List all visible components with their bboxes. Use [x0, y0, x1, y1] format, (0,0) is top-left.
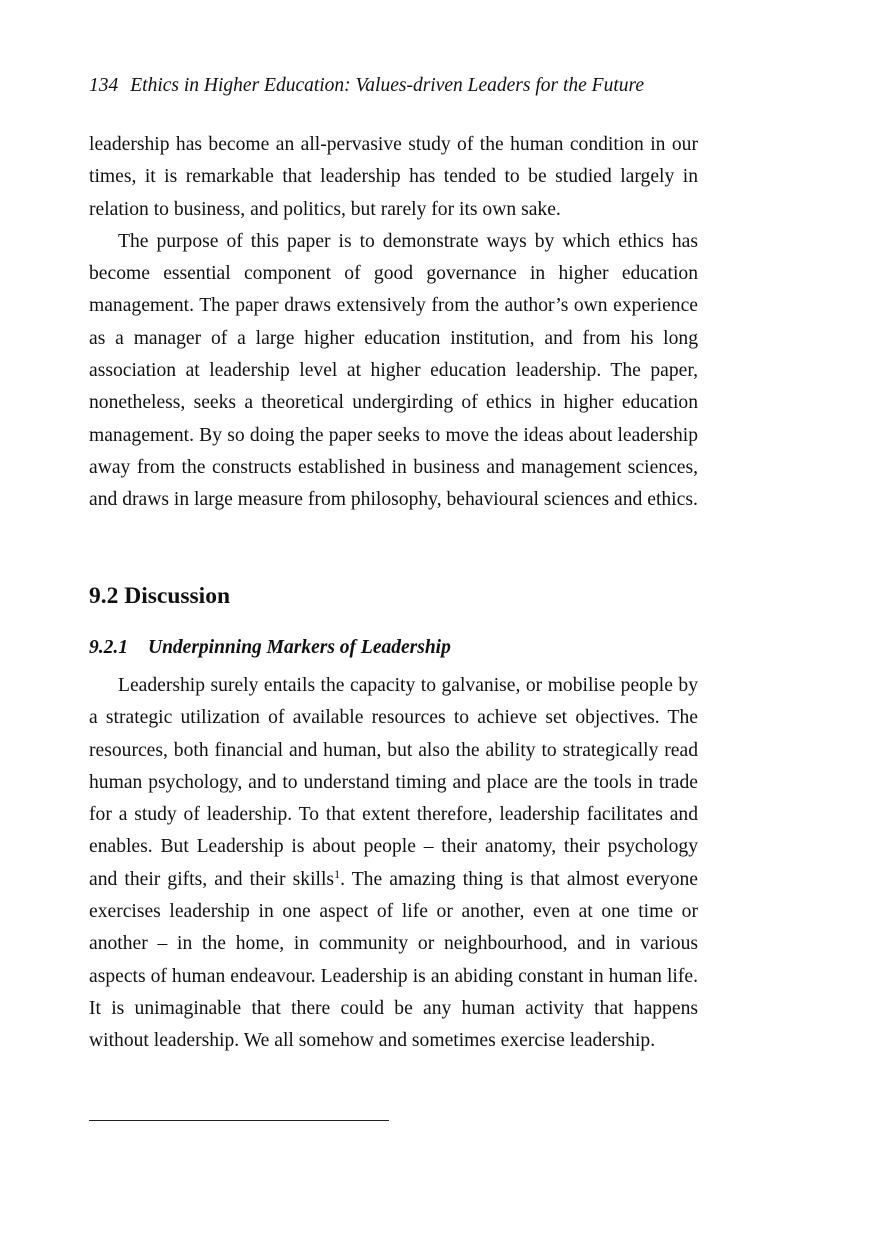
paragraph-continued: leadership has become an all-pervasive study of the human condition in our times, it is remarkable that leadership has tended to be studied largely in relation to business, and politics, but rarely for its own sake. [89, 134, 698, 220]
paragraph-purpose: The purpose of this paper is to demonstrate ways by which ethics has become essential component of good governance in higher education management. The paper draws extensively from the author’s own experience as a manager of a large higher education institution, and from his long association at leadership level at higher education leadership. The paper, nonetheless, seeks a theoretical undergirding of ethics in higher education management. By so doing the paper seeks to move the ideas about leadership away from the constructs established in business and management sciences, and draws in large measure from philosophy, behavioural sciences and ethics. [89, 230, 698, 511]
running-header [89, 73, 698, 99]
paragraph-text-after-note: . The amazing thing is that almost everyone exercises leadership in one aspect of life or another, even at one time or another – in the home, in community or neighbourhood, and in various aspects of human endeavour. Leadership is an abiding constant in human life. It is unimaginable that there could be any human activity that happens without leadership. We all somehow and sometimes exercise leadership. [89, 868, 698, 1052]
subsection-heading [89, 634, 451, 662]
subsection-title: Underpinning Markers of Leadership [148, 637, 451, 658]
footnote-separator [89, 1120, 389, 1121]
paragraph-leadership [89, 670, 698, 1058]
page-number: 134 [89, 75, 119, 96]
discussion-body [89, 670, 698, 1058]
paragraph-text-before-note: Leadership surely entails the capacity to galvanise, or mobilise people by a strategic utilization of available resources to achieve set objectives. The resources, both financial and human, but also the ability to strategically read human psychology, and to understand timing and place are the tools in trade for a study of leadership. To that extent therefore, leadership facilitates and enables. But Leadership is about people – their anatomy, their psychology and their gifts, and their skills [89, 675, 698, 890]
running-title: Ethics in Higher Education: Values-driven Leaders for the Future [130, 75, 645, 96]
footnote-marker[interactable]: 1 [334, 866, 341, 881]
subsection-number: 9.2.1 [89, 637, 128, 658]
section-heading: 9.2 Discussion [89, 583, 231, 609]
intro-body [89, 129, 698, 517]
